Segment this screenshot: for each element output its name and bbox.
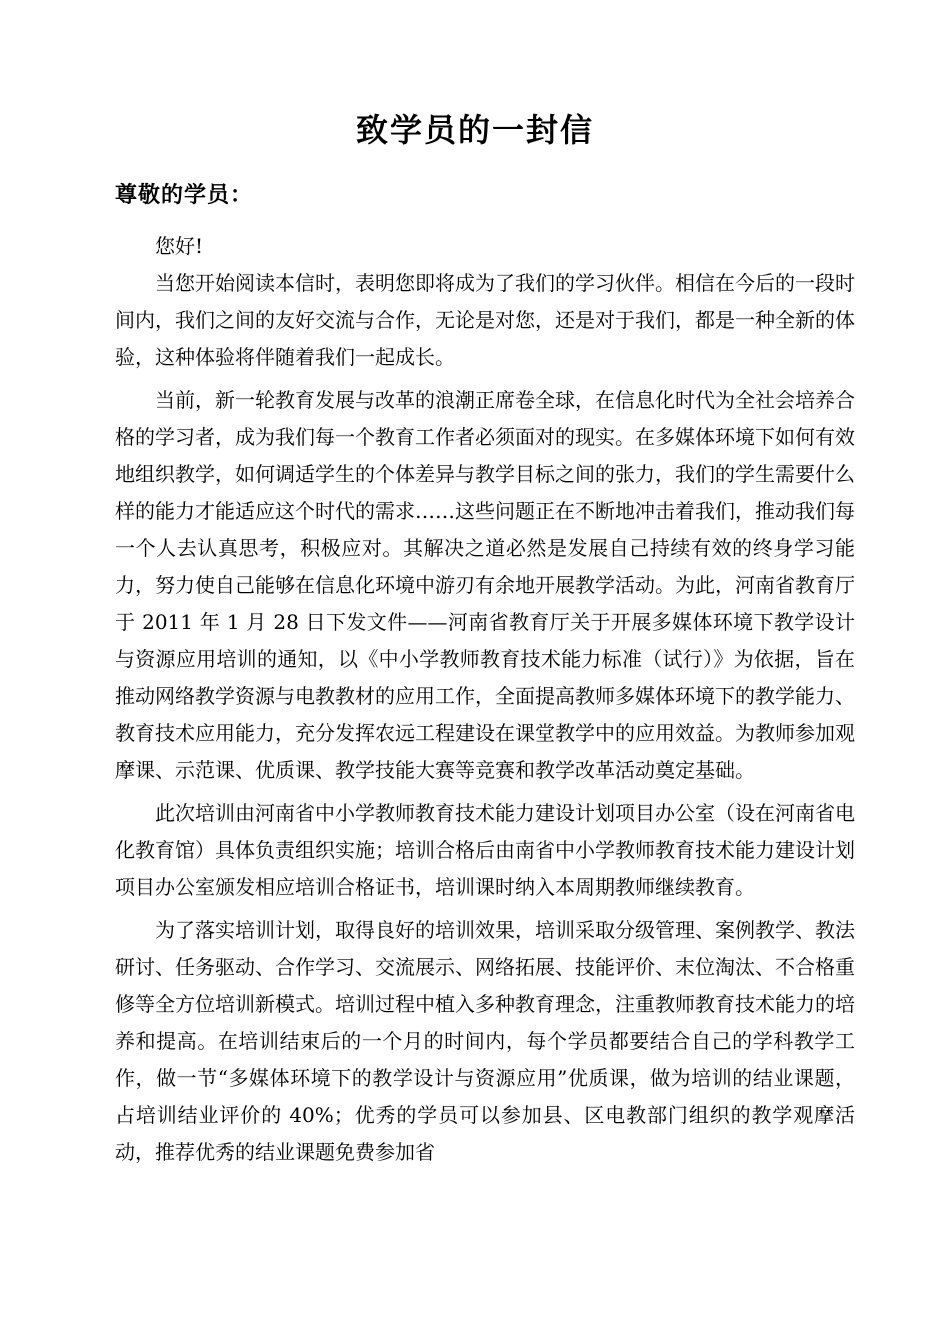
letter-body xyxy=(115,228,855,1171)
paragraph-intro: 当您开始阅读本信时，表明您即将成为了我们的学习伙伴。相信在今后的一段时间内，我们之间的友好交流与合作，无论是对您，还是对于我们，都是一种全新的体验，这种体验将伴随着我们一起成长。 xyxy=(115,271,855,369)
letter-title: 致学员的一封信 xyxy=(355,111,594,149)
greeting: 您好! xyxy=(155,234,204,258)
salutation: 尊敬的学员： xyxy=(115,183,254,208)
paragraph-organizer: 此次培训由河南省中小学教师教育技术能力建设计划项目办公室（设在河南省电化教育馆）具体负责组织实施；培训合格后由南省中小学教师教育技术能力建设计划项目办公室颁发相应培训合格证书，培训课时纳入本周期教师继续教育。 xyxy=(115,801,855,899)
paragraph-background: 当前，新一轮教育发展与改革的浪潮正席卷全球，在信息化时代为全社会培养合格的学习者，成为我们每一个教育工作者必须面对的现实。在多媒体环境下如何有效地组织教学，如何调适学生的个体差异与教学目标之间的张力，我们的学生需要什么样的能力才能适应这个时代的需求……这些问题正在不断地冲击着我们，推动我们每一个人去认真思考，积极应对。其解决之道必然是发展自己持续有效的终身学习能力，努力使自己能够在信息化环境中游刃有余地开展教学活动。为此，河南省教育厅于 2011 年 1 月 28 日下发文件——河南省教育厅关于开展多媒体环境下教学设计与资源应用培训的通知，以《中小学教师教育技术能力标准（试行）》为依据，旨在推动网络教学资源与电教教材的应用工作，全面提高教师多媒体环境下的教学能力、教育技术应用能力，充分发挥农远工程建设在课堂教学中的应用效益。为教师参加观摩课、示范课、优质课、教学技能大赛等竞赛和教学改革活动奠定基础。 xyxy=(115,388,855,782)
paragraph-training-plan: 为了落实培训计划，取得良好的培训效果，培训采取分级管理、案例教学、教法研讨、任务驱动、合作学习、交流展示、网络拓展、技能评价、末位淘汰、不合格重修等全方位培训新模式。培训过程中植入多种教育理念，注重教师教育技术能力的培养和提高。在培训结束后的一个月的时间内，每个学员都要结合自己的学科教学工作，做一节“多媒体环境下的教学设计与资源应用”优质课，做为培训的结业课题，占培训结业评价的 40%；优秀的学员可以参加县、区电教部门组织的教学观摩活动，推荐优秀的结业课题免费参加省 xyxy=(115,918,855,1164)
